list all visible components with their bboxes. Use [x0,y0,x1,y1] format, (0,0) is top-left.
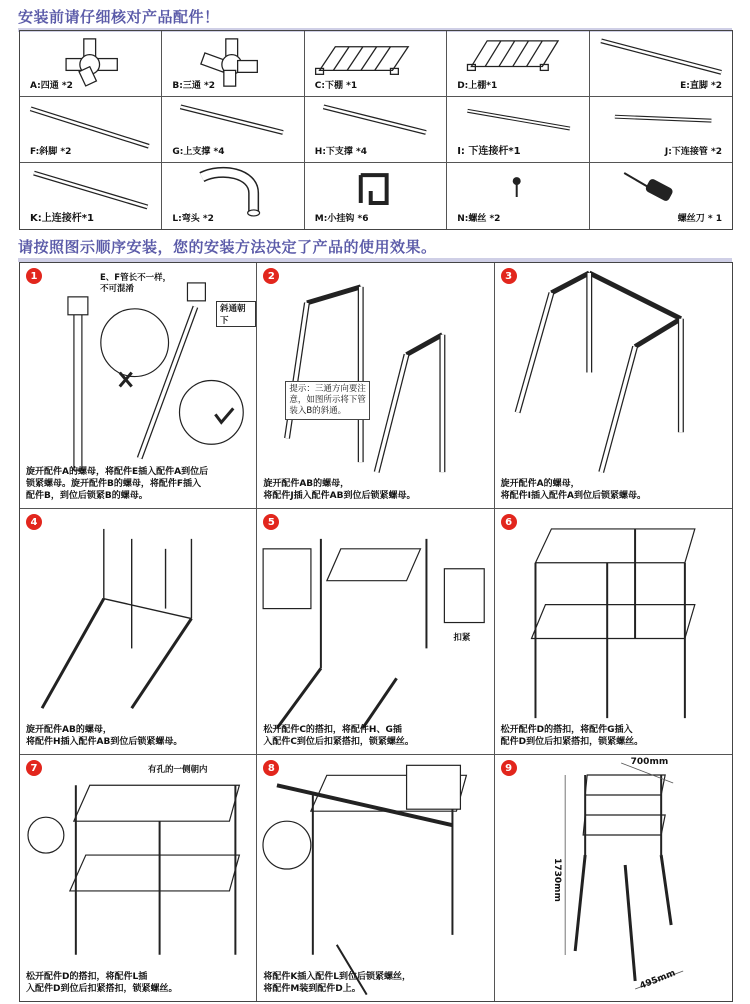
step-8 [257,755,494,1001]
parts-grid [19,30,733,230]
step-caption: 旋开配件A的螺母，将配件E插入配件A到位后 锁紧螺母。旋开配件B的螺母，将配件F插入 配件B，到位后锁紧B的螺母。 [26,467,209,501]
part-l [162,163,304,229]
step-caption: 旋开配件A的螺母， 将配件I插入配件A到位后锁紧螺母。 [500,479,646,501]
step-9-illustration [495,755,732,1001]
part-label: H:下支撑 *4 [314,147,368,157]
step-6 [495,509,732,755]
part-label: F:斜脚 *2 [30,147,72,157]
part-c [305,31,447,97]
step-tag: 斜通朝下 [216,301,256,327]
step-7 [20,755,257,1001]
step-number-badge: 5 [263,514,279,530]
step-1 [20,263,257,509]
height-dimension: 1730mm [551,858,562,902]
part-label: 螺丝刀 * 1 [677,214,722,224]
step-note: E、F管长不一样， 不可混淆 [100,273,172,294]
step-3 [495,263,732,509]
step-caption: 松开配件D的搭扣，将配件L插 入配件D到位后扣紧搭扣，锁紧螺丝。 [26,972,178,994]
depth-dimension: 495mm [638,968,677,992]
step-number-badge: 3 [501,268,517,284]
step-5-illustration [257,509,493,754]
step-9 [495,755,732,1001]
step-number-badge: 9 [501,760,517,776]
part-label: G:上支撑 *4 [172,147,225,157]
part-label: I: 下连接杆*1 [457,146,521,157]
step-4 [20,509,257,755]
step-5 [257,509,494,755]
part-label: L:弯头 *2 [172,214,214,224]
step-4-illustration [20,509,256,754]
step-2 [257,263,494,509]
part-g [162,97,304,163]
steps-grid [19,262,733,1002]
part-n [447,163,589,229]
part-b [162,31,304,97]
width-dimension: 700mm [630,757,669,767]
part-label: C:下棚 *1 [314,81,358,91]
step-caption: 旋开配件AB的螺母， 将配件J插入配件AB到位后锁紧螺母。 [263,479,416,501]
part-a [20,31,162,97]
part-label: J:下连接管 *2 [664,147,722,157]
part-f [20,97,162,163]
step-6-illustration [495,509,732,754]
part-label: D:上棚*1 [457,81,498,91]
part-e [590,31,732,97]
step-number-badge: 4 [26,514,42,530]
step-7-illustration [20,755,256,1001]
install-order-heading: 请按照图示顺序安装，您的安装方法决定了产品的使用效果。 [18,238,437,256]
step-8-illustration [257,755,493,1001]
step-number-badge: 6 [501,514,517,530]
part-label: N:螺丝 *2 [457,214,501,224]
part-label: M:小挂钩 *6 [314,214,369,224]
step-caption: 将配件K插入配件L到位后锁紧螺丝， 将配件M装到配件D上。 [263,972,412,994]
part-d [447,31,589,97]
part-screwdriver [590,163,732,229]
parts-check-heading: 安装前请仔细核对产品配件！ [18,8,220,26]
step-3-illustration [495,263,732,508]
step-caption: 松开配件D的搭扣，将配件G插入 配件D到位后扣紧搭扣，锁紧螺丝。 [500,725,644,747]
step-caption: 旋开配件AB的螺母， 将配件H插入配件AB到位后锁紧螺母。 [26,725,183,747]
step-number-badge: 1 [26,268,42,284]
part-k [20,163,162,229]
part-label: K:上连接杆*1 [30,213,94,224]
step-note: 有孔的一侧朝内 [148,765,208,775]
part-i [447,97,589,163]
part-label: A:四通 *2 [30,81,73,91]
step-tip: 提示：三通方向要注 意，如图所示将下管 装入B的斜通。 [285,381,370,420]
part-label: B:三通 *2 [172,81,215,91]
part-j [590,97,732,163]
step-number-badge: 8 [263,760,279,776]
part-label: E:直脚 *2 [680,81,722,91]
step-caption: 松开配件C的搭扣，将配件H、G插 入配件C到位后扣紧搭扣，锁紧螺丝。 [263,725,414,747]
step-number-badge: 7 [26,760,42,776]
part-h [305,97,447,163]
step-number-badge: 2 [263,268,279,284]
step-note: 扣紧 [453,633,471,643]
part-m [305,163,447,229]
